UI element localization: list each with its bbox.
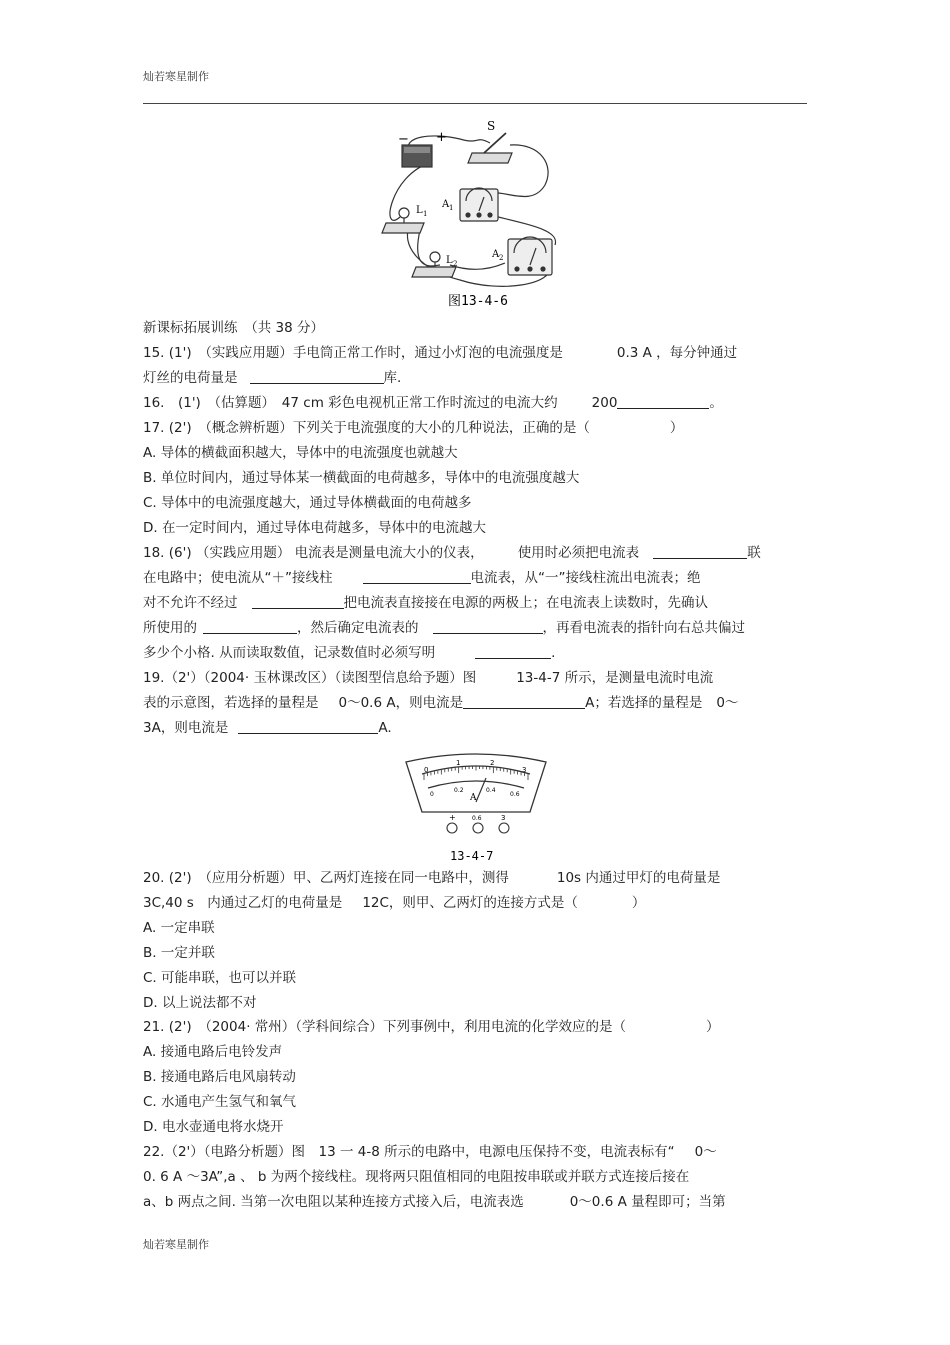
q22-line3: a、b 两点之间. 当第一次电阻以某种连接方式接入后，电流表选 0～0.6 A 量程即可；当第 — [143, 1194, 726, 1210]
q20-line1: 20. (2') （应用分析题）甲、乙两灯连接在同一电路中，测得 10s 内通过甲灯的电荷量是 — [143, 870, 721, 886]
battery-plus: + — [436, 130, 447, 145]
inner-scale-2: 0.4 — [486, 787, 496, 794]
q20-line2: 3C,40 s 内通过乙灯的电荷量是 12C，则甲、乙两灯的连接方式是（ ） — [143, 895, 646, 911]
q21-option-a: A. 接通电路后电铃发声 — [143, 1044, 283, 1060]
q19-line1: 19.（2'）（2004· 玉林课改区）（读图型信息给予题）图 13-4-7 所示，是测量电流时电流 — [143, 670, 714, 686]
q18-blank-5[interactable] — [433, 619, 543, 634]
page-footer: 灿若寒星制作 — [143, 1238, 209, 1251]
q15-line1: 15. (1') （实践应用题）手电筒正常工作时，通过小灯泡的电流强度是 0.3 A ，每分钟通过 — [143, 345, 738, 361]
terminal-0-6: 0.6 — [472, 815, 482, 822]
q19-blank-2[interactable] — [238, 719, 378, 734]
l2-subscript: 2 — [453, 260, 458, 268]
outer-scale-2: 2 — [490, 759, 495, 767]
q20-option-c: C. 可能串联，也可以并联 — [143, 970, 297, 986]
q17-option-c: C. 导体中的电流强度越大，通过导体横截面的电荷越多 — [143, 495, 472, 511]
section-title: 新课标拓展训练 （共 38 分） — [143, 320, 325, 336]
q22-line2: 0. 6 A ～3A”,a 、 b 为两个接线柱。现将两只阻值相同的电阻按串联或并联方式连接后接在 — [143, 1169, 690, 1185]
q18-line2: 在电路中；使电流从“＋”接线柱 电流表，从“一”接线柱流出电流表；绝 — [143, 570, 701, 586]
l2-label: L — [446, 255, 453, 266]
header-rule — [143, 103, 807, 104]
q21-option-b: B. 接通电路后电风扇转动 — [143, 1069, 296, 1085]
q17-option-a: A. 导体的横截面积越大，导体中的电流强度也就越大 — [143, 445, 458, 461]
inner-scale-0: 0 — [430, 791, 434, 798]
q17-option-d: D. 在一定时间内，通过导体电荷越多，导体中的电流越大 — [143, 520, 486, 536]
q18-blank-2[interactable] — [363, 569, 471, 584]
l1-subscript: 1 — [423, 210, 428, 218]
q19-blank-1[interactable] — [463, 694, 585, 709]
q20-option-b: B. 一定并联 — [143, 945, 215, 961]
l1-label: L — [416, 205, 423, 216]
terminal-3: 3 — [501, 814, 506, 822]
a2-label: A — [492, 249, 500, 260]
outer-scale-0: 0 — [424, 766, 429, 774]
q16-blank[interactable] — [617, 394, 709, 409]
ammeter-dial-figure — [402, 752, 550, 868]
circuit-figure — [380, 115, 570, 315]
a1-subscript: 1 — [449, 204, 454, 212]
q18-line1: 18. (6') （实践应用题） 电流表是测量电流大小的仪表， 使用时必须把电流表 联 — [143, 545, 761, 561]
battery-minus: − — [398, 132, 409, 147]
q18-blank-6[interactable] — [475, 644, 551, 659]
q19-line2: 表的示意图，若选择的量程是 0～0.6 A，则电流是 A；若选择的量程是 0～ — [143, 695, 739, 711]
dial-unit: A — [470, 793, 477, 803]
q18-blank-1[interactable] — [653, 544, 747, 559]
q18-blank-3[interactable] — [252, 594, 344, 609]
q21-line: 21. (2') （2004· 常州）（学科间综合）下列事例中，利用电流的化学效应的是（ ） — [143, 1019, 720, 1035]
q15-blank[interactable] — [250, 369, 384, 384]
q21-option-d: D. 电水壶通电将水烧开 — [143, 1119, 284, 1135]
q18-line5: 多少个小格. 从而读取数值，记录数值时必须写明 . — [143, 645, 556, 661]
figure2-caption: 13-4-7 — [450, 849, 494, 863]
inner-scale-3: 0.6 — [510, 791, 520, 798]
q15-line2: 灯丝的电荷量是 库. — [143, 370, 402, 386]
q22-line1: 22.（2'）（电路分析题）图 13 一 4-8 所示的电路中，电源电压保持不变，电流表标有“ 0～ — [143, 1144, 717, 1160]
a2-subscript: 2 — [499, 254, 504, 262]
q18-line3: 对不允许不经过 把电流表直接接在电源的两极上；在电流表上读数时，先确认 — [143, 595, 708, 611]
q19-line3: 3A，则电流是 A. — [143, 720, 392, 736]
outer-scale-1: 1 — [456, 759, 461, 767]
q20-option-a: A. 一定串联 — [143, 920, 215, 936]
outer-scale-3: 3 — [522, 766, 527, 774]
terminal-plus: + — [449, 813, 456, 822]
figure1-caption: 图13-4-6 — [448, 294, 508, 309]
q17-option-b: B. 单位时间内，通过导体某一横截面的电荷越多，导体中的电流强度越大 — [143, 470, 580, 486]
inner-scale-1: 0.2 — [454, 787, 464, 794]
q21-option-c: C. 水通电产生氢气和氧气 — [143, 1094, 297, 1110]
q18-blank-4[interactable] — [203, 619, 297, 634]
switch-label: S — [487, 119, 496, 133]
a1-label: A — [442, 199, 450, 210]
q20-option-d: D. 以上说法都不对 — [143, 995, 257, 1011]
q17-line: 17. (2') （概念辨析题）下列关于电流强度的大小的几种说法，正确的是（ ） — [143, 420, 684, 436]
q18-line4: 所使用的 ，然后确定电流表的 ，再看电流表的指针向右总共偏过 — [143, 620, 745, 636]
q16-line: 16. (1') （估算题） 47 cm 彩色电视机正常工作时流过的电流大约 200 。 — [143, 395, 723, 411]
page-header: 灿若寒星制作 — [143, 70, 209, 83]
